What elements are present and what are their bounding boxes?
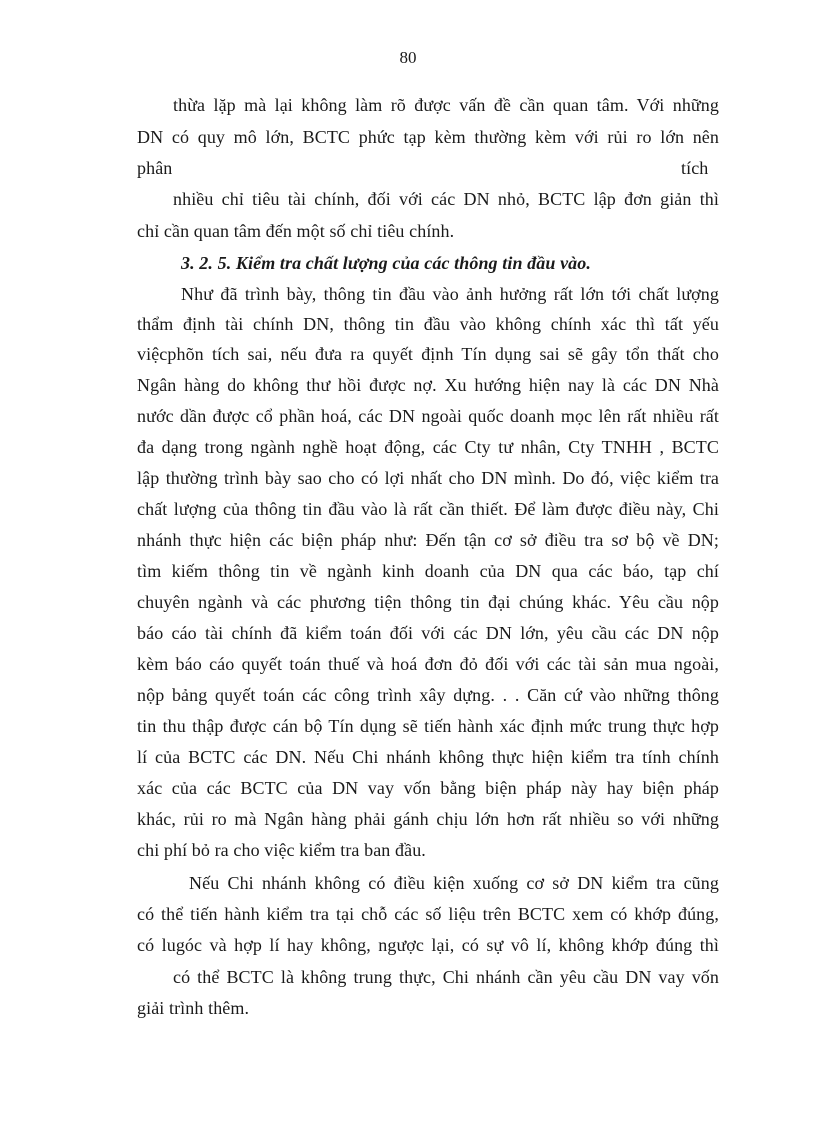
text-line: nước dần được cổ phần hoá, các DN ngoài quốc doanh mọc lên rất nhiều rất <box>137 406 719 426</box>
text-line: chất lượng của thông tin đầu vào là rất cần thiết. Để làm được điều này, Chi <box>137 499 719 519</box>
text-line: nhiều chỉ tiêu tài chính, đối với các DN nhỏ, BCTC lập đơn giản thì <box>173 189 719 209</box>
text-line: có lugóc và hợp lí hay không, ngược lại, có sự vô lí, không khớp đúng thì <box>137 935 719 955</box>
text-line: lập thường trình bày sao cho có lợi nhất cho DN mình. Do đó, việc kiểm tra <box>137 468 719 488</box>
text-line: đa dạng trong ngành nghề hoạt động, các Cty tư nhân, Cty TNHH , BCTC <box>137 437 719 457</box>
text-line: khác, rủi ro mà Ngân hàng phải gánh chịu lớn hơn rất nhiều so với những <box>137 809 719 829</box>
text-line: lí của BCTC các DN. Nếu Chi nhánh không thực hiện kiểm tra tính chính <box>137 747 719 767</box>
text-line: Như đã trình bày, thông tin đầu vào ảnh hưởng rất lớn tới chất lượng <box>181 284 719 304</box>
text-line: việcphõn tích sai, nếu đưa ra quyết định Tín dụng sai sẽ gây tổn thất cho <box>137 344 719 364</box>
text-line: chi phí bỏ ra cho việc kiểm tra ban đầu. <box>137 840 426 860</box>
text-line: tin thu thập được cán bộ Tín dụng sẽ tiến hành xác định mức trung thực hợp <box>137 716 719 736</box>
text-line: DN có quy mô lớn, BCTC phức tạp kèm thường kèm với rủi ro lớn nên <box>137 127 719 147</box>
text-line: thừa lặp mà lại không làm rõ được vấn đề cần quan tâm. Với những <box>173 95 719 115</box>
text-line: tìm kiếm thông tin về ngành kinh doanh của DN qua các báo, tạp chí <box>137 561 719 581</box>
text-line: có thể BCTC là không trung thực, Chi nhánh cần yêu cầu DN vay vốn <box>173 967 719 987</box>
text-line: kèm báo cáo quyết toán thuế và hoá đơn đỏ đối với các tài sản mua ngoài, <box>137 654 719 674</box>
text-line: Ngân hàng do không thư hồi được nợ. Xu hướng hiện nay là các DN Nhà <box>137 375 719 395</box>
page-number: 80 <box>399 48 417 67</box>
text-line: phân <box>137 158 173 178</box>
text-line: xác của các BCTC của DN vay vốn bằng biện pháp này hay biện pháp <box>137 778 719 798</box>
text-line: giải trình thêm. <box>137 998 250 1018</box>
text-line: Nếu Chi nhánh không có điều kiện xuống cơ sở DN kiểm tra cũng <box>189 873 719 893</box>
text-line: có thể tiến hành kiểm tra tại chỗ các số liệu trên BCTC xem có khớp đúng, <box>137 904 719 924</box>
text-line: thẩm định tài chính DN, thông tin đầu vào không chính xác thì tất yếu <box>137 314 719 334</box>
text-line: nộp bảng quyết toán các công trình xây dựng. . . Căn cứ vào những thông <box>137 685 719 705</box>
text-line: tích <box>681 158 709 178</box>
text-line: báo cáo tài chính đã kiểm toán đối với các DN lớn, yêu cầu các DN nộp <box>137 623 719 643</box>
text-line: nhánh thực hiện các biện pháp như: Đến tận cơ sở điều tra sơ bộ về DN; <box>137 530 719 550</box>
text-line: chuyên ngành và các phương tiện thông tin đại chúng khác. Yêu cầu nộp <box>137 592 719 612</box>
text-line: chỉ cần quan tâm đến một số chỉ tiêu chính. <box>137 221 455 241</box>
section-heading: 3. 2. 5. Kiểm tra chất lượng của các thông tin đầu vào. <box>181 253 591 273</box>
